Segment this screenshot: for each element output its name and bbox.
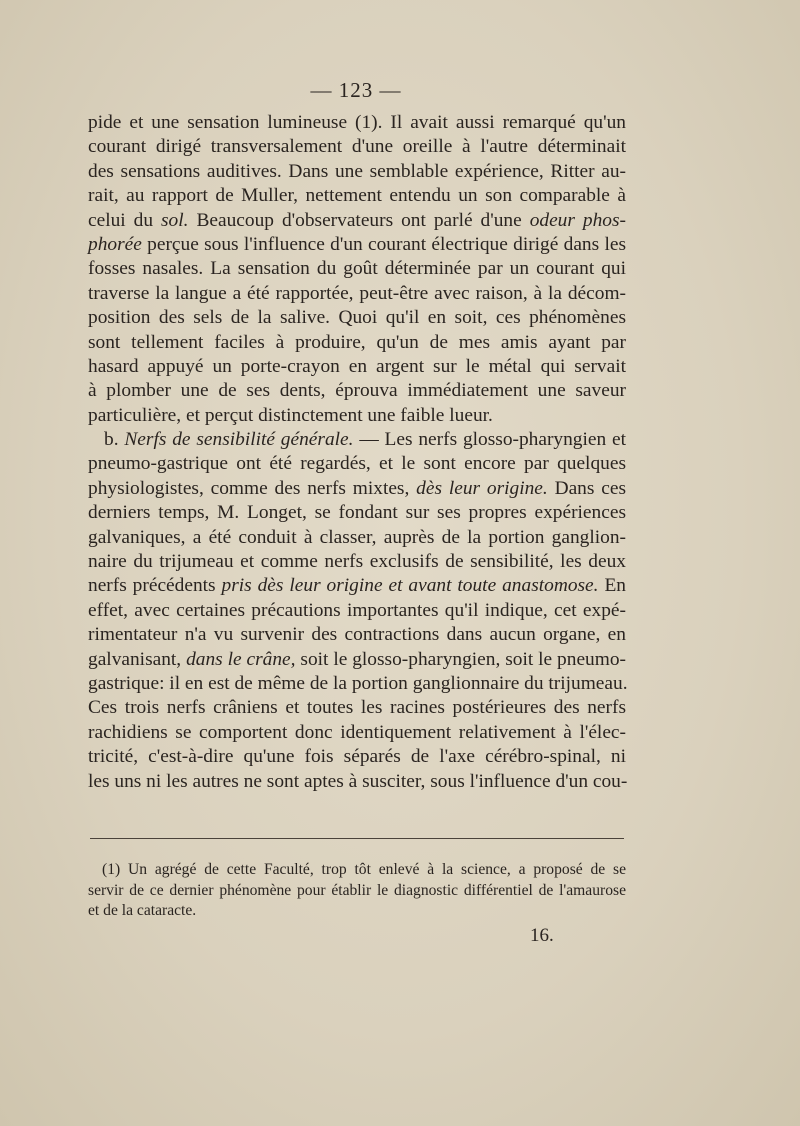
body-line: des sensations auditives. Dans une semblable expérience, Ritter au- bbox=[88, 160, 626, 182]
body-line: fosses nasales. La sensation du goût déterminée par un courant qui bbox=[88, 258, 626, 280]
body-line: b. Nerfs de sensibilité générale. — Les nerfs glosso-pharyngien et bbox=[104, 429, 627, 451]
body-line: gastrique: il en est de même de la portion ganglionnaire du trijumeau. bbox=[88, 672, 628, 694]
body-line: derniers temps, M. Longet, se fondant sur ses propres expériences bbox=[88, 502, 626, 524]
footnote-rule bbox=[90, 838, 624, 839]
body-line: rait, au rapport de Muller, nettement entendu un son comparable à bbox=[88, 185, 626, 207]
body-line: traverse la langue a été rapportée, peut-être avec raison, à la décom- bbox=[88, 282, 626, 304]
body-line: naire du trijumeau et comme nerfs exclusifs de sensibilité, les deux bbox=[88, 551, 626, 573]
body-line: pide et une sensation lumineuse (1). Il avait aussi remarqué qu'un bbox=[88, 112, 626, 133]
body-line: tricité, c'est-à-dire qu'une fois séparés de l'axe cérébro-spinal, ni bbox=[88, 746, 626, 768]
footnote-line: (1) Un agrégé de cette Faculté, trop tôt enlevé à la science, a proposé de se bbox=[102, 861, 626, 878]
body-line: rachidiens se comportent donc identiquement relativement à l'élec- bbox=[88, 721, 626, 743]
body-line: sont tellement faciles à produire, qu'un de mes amis ayant par bbox=[88, 331, 626, 353]
signature-mark: 16. bbox=[530, 925, 554, 946]
body-line: nerfs précédents pris dès leur origine et avant toute anastomose. En bbox=[88, 575, 626, 597]
footnote-line: servir de ce dernier phénomène pour établir le diagnostic différentiel de l'amaurose bbox=[88, 881, 626, 899]
body-line: hasard appuyé un porte-crayon en argent sur le métal qui servait bbox=[88, 355, 626, 377]
body-line: effet, avec certaines précautions importantes qu'il indique, cet expé- bbox=[88, 599, 626, 621]
body-line: Ces trois nerfs crâniens et toutes les racines postérieures des nerfs bbox=[88, 697, 626, 719]
body-line: celui du sol. Beaucoup d'observateurs ont parlé d'une odeur phos- bbox=[88, 209, 626, 231]
body-line: physiologistes, comme des nerfs mixtes, dès leur origine. Dans ces bbox=[88, 477, 627, 499]
footnote bbox=[88, 860, 626, 922]
body-line: à plomber une de ses dents, éprouva immédiatement une saveur bbox=[88, 380, 626, 402]
body-line: galvanisant, dans le crâne, soit le glosso-pharyngien, soit le pneumo- bbox=[88, 648, 626, 670]
page-number: — 123 — bbox=[310, 78, 402, 102]
body-line: particulière, et perçut distinctement une faible lueur. bbox=[88, 404, 493, 426]
body-line: rimentateur n'a vu survenir des contractions dans aucun organe, en bbox=[88, 624, 626, 646]
body-line: courant dirigé transversalement d'une oreille à l'autre déterminait bbox=[88, 136, 626, 158]
body-line: position des sels de la salive. Quoi qu'il en soit, ces phénomènes bbox=[88, 307, 626, 329]
footnote-line: et de la cataracte. bbox=[88, 902, 197, 919]
body-text bbox=[88, 111, 626, 794]
body-line: phorée perçue sous l'influence d'un courant électrique dirigé dans les bbox=[88, 233, 626, 255]
body-line: pneumo-gastrique ont été regardés, et le sont encore par quelques bbox=[88, 453, 626, 475]
body-line: les uns ni les autres ne sont aptes à susciter, sous l'influence d'un cou- bbox=[88, 770, 628, 792]
body-line: galvaniques, a été conduit à classer, auprès de la portion ganglion- bbox=[88, 526, 626, 548]
